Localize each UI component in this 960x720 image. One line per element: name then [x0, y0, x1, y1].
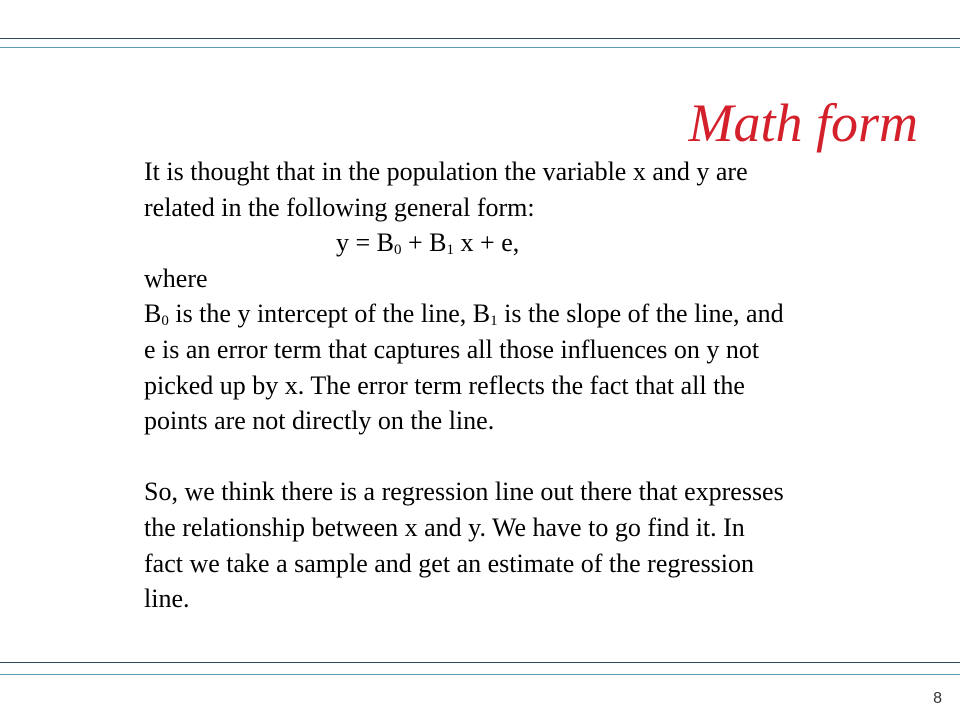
- equation-plus-b: + B: [401, 228, 447, 258]
- regression-line-3: fact we take a sample and get an estimate of the regression: [144, 548, 755, 578]
- equation-y: y = B: [336, 228, 395, 258]
- top-rule-dark: [0, 38, 960, 39]
- error-line-3: points are not directly on the line.: [144, 406, 495, 436]
- where-line: where: [144, 263, 208, 293]
- slide-body: [144, 154, 944, 617]
- definition-subscript-0: 0: [161, 313, 169, 330]
- definition-mid: is the y intercept of the line, B: [168, 299, 491, 329]
- definition-line: [144, 296, 944, 332]
- page-number: 8: [933, 690, 942, 707]
- regression-line-1: So, we think there is a regression line out there that expresses: [144, 477, 784, 507]
- regression-equation: [144, 225, 944, 261]
- bottom-rule-dark: [0, 662, 960, 663]
- definition-end: is the slope of the line, and: [497, 299, 784, 329]
- intro-line-2: related in the following general form:: [144, 192, 535, 222]
- equation-subscript-1: 1: [446, 242, 455, 259]
- equation-rest: x + e,: [454, 228, 520, 258]
- regression-line-4: line.: [144, 584, 190, 614]
- definition-b: B: [144, 299, 162, 329]
- equation-subscript-0: 0: [394, 242, 402, 259]
- intro-line-1: It is thought that in the population the variable x and y are: [144, 157, 748, 186]
- top-rule-light: [0, 47, 960, 48]
- definition-subscript-1: 1: [490, 313, 498, 330]
- paragraph-gap: [144, 439, 944, 475]
- slide-title: Math form: [688, 93, 918, 153]
- error-line-1: e is an error term that captures all those influences on y not: [144, 334, 760, 364]
- error-line-2: picked up by x. The error term reflects the fact that all the: [144, 370, 745, 400]
- regression-line-2: the relationship between x and y. We have to go find it. In: [144, 512, 745, 542]
- bottom-rule-light: [0, 674, 960, 675]
